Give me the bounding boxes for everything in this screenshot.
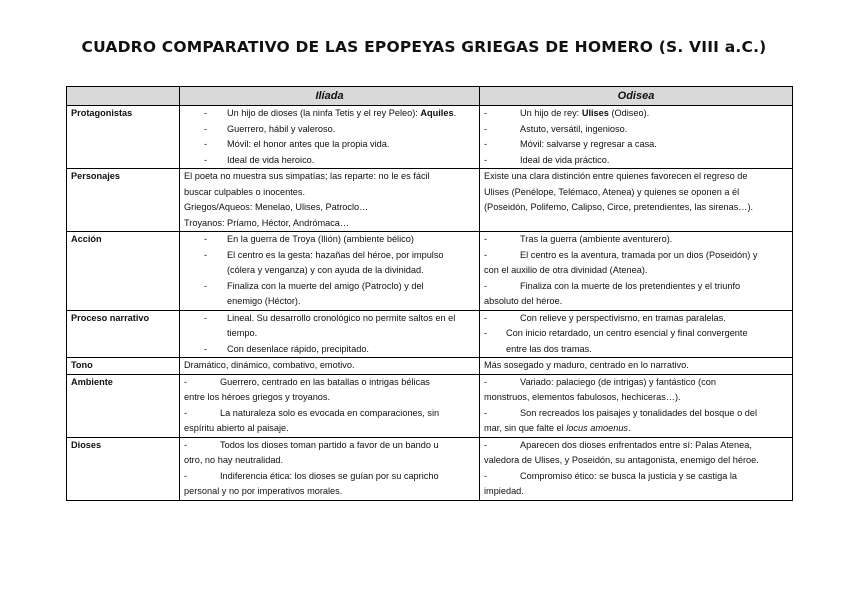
cell-odisea — [480, 358, 793, 375]
cell-odisea — [480, 169, 793, 232]
list-item — [484, 438, 788, 454]
cell-odisea — [480, 106, 793, 169]
cell-iliada — [180, 106, 480, 169]
item-text: La naturaleza solo es evocada en comparaciones, sin — [220, 407, 440, 418]
row-label: Dioses — [67, 437, 180, 500]
bullet-dash: - — [204, 108, 208, 118]
list-item — [484, 122, 788, 138]
list-item — [184, 375, 475, 391]
item-text: El centro es la aventura, tramada por un dios (Poseidón) y — [520, 249, 758, 260]
column-header-iliada: Ilíada — [180, 87, 480, 106]
list-item — [484, 311, 788, 327]
text-line: Ulises (Penélope, Telémaco, Atenea) y quienes se oponen a él — [484, 186, 740, 197]
text-line: Más sosegado y maduro, centrado en lo narrativo. — [484, 360, 689, 370]
list-item-continuation: impiedad. — [484, 486, 524, 496]
row-label: Acción — [67, 232, 180, 311]
item-text: . — [628, 423, 631, 433]
bullet-dash: - — [204, 139, 208, 149]
text-line: Griegos/Aqueos: Menelao, Ulises, Patroclo… — [184, 202, 369, 212]
list-item-continuation: entre los héroes griegos y troyanos. — [184, 392, 331, 402]
list-item — [484, 469, 788, 485]
highlight-text: Aquiles — [420, 108, 454, 118]
italic-term: locus amoenus — [566, 423, 629, 433]
row-label: Tono — [67, 358, 180, 375]
list-item-continuation: enemigo (Héctor). — [227, 296, 301, 306]
row-label: Protagonistas — [67, 106, 180, 169]
list-item — [184, 438, 475, 454]
list-item — [184, 406, 475, 422]
text-line: Troyanos: Príamo, Héctor, Andrómaca… — [184, 217, 350, 228]
bullet-dash: - — [184, 407, 188, 418]
bullet-dash: - — [184, 376, 188, 387]
list-item-continuation: monstruos, elementos fabulosos, hechiceras…). — [484, 392, 681, 402]
list-item — [484, 406, 788, 422]
comparison-table — [66, 86, 793, 501]
corner-cell — [67, 87, 180, 106]
item-text: Compromiso ético: se busca la justicia y se castiga la — [520, 470, 738, 481]
text-line: El poeta no muestra sus simpatías; las reparte: no le es fácil — [184, 171, 430, 181]
text-line: buscar culpables o inocentes. — [184, 186, 306, 197]
bullet-dash: - — [484, 407, 488, 418]
list-item — [184, 137, 475, 153]
list-item — [184, 106, 475, 122]
cell-iliada — [180, 232, 480, 311]
cell-iliada — [180, 358, 480, 375]
bullet-dash: - — [484, 312, 488, 323]
item-text: Todos los dioses toman partido a favor de un bando u — [220, 439, 439, 450]
bullet-dash: - — [484, 139, 488, 149]
item-text: Ideal de vida práctico. — [520, 154, 610, 165]
text-line: (Poseidón, Polifemo, Calipso, Circe, pretendientes, las sirenas…). — [484, 202, 754, 212]
cell-iliada — [180, 310, 480, 358]
bullet-dash: - — [484, 439, 488, 450]
list-item-continuation: otro, no hay neutralidad. — [184, 455, 284, 465]
list-item — [484, 279, 788, 295]
item-text: Con inicio retardado, un centro esencial y final convergente — [506, 328, 748, 338]
item-text: Móvil: el honor antes que la propia vida. — [227, 139, 390, 149]
item-text: Guerrero, centrado en las batallas o intrigas bélicas — [220, 376, 430, 387]
list-item — [484, 137, 788, 153]
list-item — [484, 248, 788, 264]
bullet-dash: - — [484, 376, 488, 387]
row-label: Proceso narrativo — [67, 310, 180, 358]
bullet-dash: - — [204, 312, 208, 323]
list-item — [184, 469, 475, 485]
bullet-dash: - — [484, 234, 488, 244]
list-item-continuation: tiempo. — [227, 328, 258, 338]
bullet-dash: - — [484, 123, 488, 134]
cell-iliada — [180, 374, 480, 437]
item-text: . — [453, 108, 457, 118]
item-text: Guerrero, hábil y valeroso. — [227, 123, 336, 134]
list-item-continuation: espíritu abierto al paisaje. — [184, 423, 289, 433]
list-item — [484, 153, 788, 169]
item-text: El centro es la gesta: hazañas del héroe, por impulso — [227, 249, 444, 260]
cell-odisea — [480, 232, 793, 311]
row-proceso-narrativo — [67, 310, 793, 358]
list-item-continuation: con el auxilio de otra divinidad (Atenea). — [484, 265, 648, 275]
page-title: CUADRO COMPARATIVO DE LAS EPOPEYAS GRIEGAS DE HOMERO (S. VIII a.C.) — [81, 38, 767, 56]
list-item-continuation: (cólera y venganza) y con ayuda de la divinidad. — [227, 265, 424, 275]
list-item-continuation: absoluto del héroe. — [484, 296, 563, 306]
list-item-continuation — [484, 421, 788, 437]
cell-odisea — [480, 310, 793, 358]
header-row — [67, 87, 793, 106]
bullet-dash: - — [484, 154, 488, 165]
row-protagonistas — [67, 106, 793, 169]
text-line: Dramático, dinámico, combativo, emotivo. — [184, 360, 355, 370]
list-item — [484, 232, 788, 248]
bullet-dash: - — [204, 249, 208, 260]
item-text: Finaliza con la muerte de los pretendientes y el triunfo — [520, 280, 741, 291]
list-item-continuation: valedora de Ulises, y Poseidón, su antagonista, enemigo del héroe. — [484, 455, 759, 465]
item-text: Astuto, versátil, ingenioso. — [520, 123, 628, 134]
item-text: Finaliza con la muerte del amigo (Patroclo) y del — [227, 280, 424, 291]
cell-iliada — [180, 437, 480, 500]
row-accion — [67, 232, 793, 311]
bullet-dash: - — [204, 154, 208, 165]
list-item-continuation: personal y no por imperativos morales. — [184, 486, 343, 496]
highlight-text: Ulises — [581, 108, 609, 118]
item-text: Aparecen dos dioses enfrentados entre sí: Palas Atenea, — [520, 439, 752, 450]
list-item-continuation: entre las dos tramas. — [506, 343, 592, 354]
item-text: Un hijo de dioses (la ninfa Tetis y el rey Peleo): — [227, 108, 418, 118]
cell-odisea — [480, 437, 793, 500]
item-text: Un hijo de rey: — [520, 108, 580, 118]
row-label: Ambiente — [67, 374, 180, 437]
bullet-dash: - — [484, 108, 488, 118]
row-dioses — [67, 437, 793, 500]
row-personajes — [67, 169, 793, 232]
item-text: Con desenlace rápido, precipitado. — [227, 343, 369, 354]
column-header-odisea: Odisea — [480, 87, 793, 106]
item-text: En la guerra de Troya (Ilión) (ambiente bélico) — [227, 234, 414, 244]
text-line: Existe una clara distinción entre quienes favorecen el regreso de — [484, 171, 748, 181]
bullet-dash: - — [204, 343, 208, 354]
list-item — [184, 311, 475, 327]
item-text: Con relieve y perspectivismo, en tramas paralelas. — [520, 312, 726, 323]
bullet-dash: - — [204, 280, 208, 291]
item-text: Son recreados los paisajes y tonalidades del bosque o del — [520, 407, 757, 418]
item-text: Variado: palaciego (de intrigas) y fantástico (con — [520, 376, 716, 387]
bullet-dash: - — [204, 234, 208, 244]
bullet-dash: - — [184, 439, 188, 450]
bullet-dash: - — [484, 280, 488, 291]
list-item — [184, 248, 475, 264]
row-ambiente — [67, 374, 793, 437]
item-text: Tras la guerra (ambiente aventurero). — [520, 234, 673, 244]
row-label: Personajes — [67, 169, 180, 232]
bullet-dash: - — [484, 328, 488, 338]
list-item — [184, 342, 475, 358]
list-item — [484, 106, 788, 122]
bullet-dash: - — [484, 470, 488, 481]
cell-odisea — [480, 374, 793, 437]
list-item — [484, 326, 788, 342]
item-text: (Odiseo). — [611, 108, 650, 118]
list-item — [484, 375, 788, 391]
list-item — [184, 122, 475, 138]
item-text: Móvil: salvarse y regresar a casa. — [520, 139, 657, 149]
list-item — [184, 279, 475, 295]
item-text: Indiferencia ética: los dioses se guían por su capricho — [220, 470, 439, 481]
item-text: Lineal. Su desarrollo cronológico no permite saltos en el — [227, 312, 456, 323]
item-text: mar, sin que falte el — [484, 423, 564, 433]
cell-iliada — [180, 169, 480, 232]
list-item — [184, 153, 475, 169]
bullet-dash: - — [484, 249, 488, 260]
row-tono — [67, 358, 793, 375]
bullet-dash: - — [204, 123, 208, 134]
bullet-dash: - — [184, 470, 188, 481]
list-item — [184, 232, 475, 248]
item-text: Ideal de vida heroico. — [227, 154, 315, 165]
